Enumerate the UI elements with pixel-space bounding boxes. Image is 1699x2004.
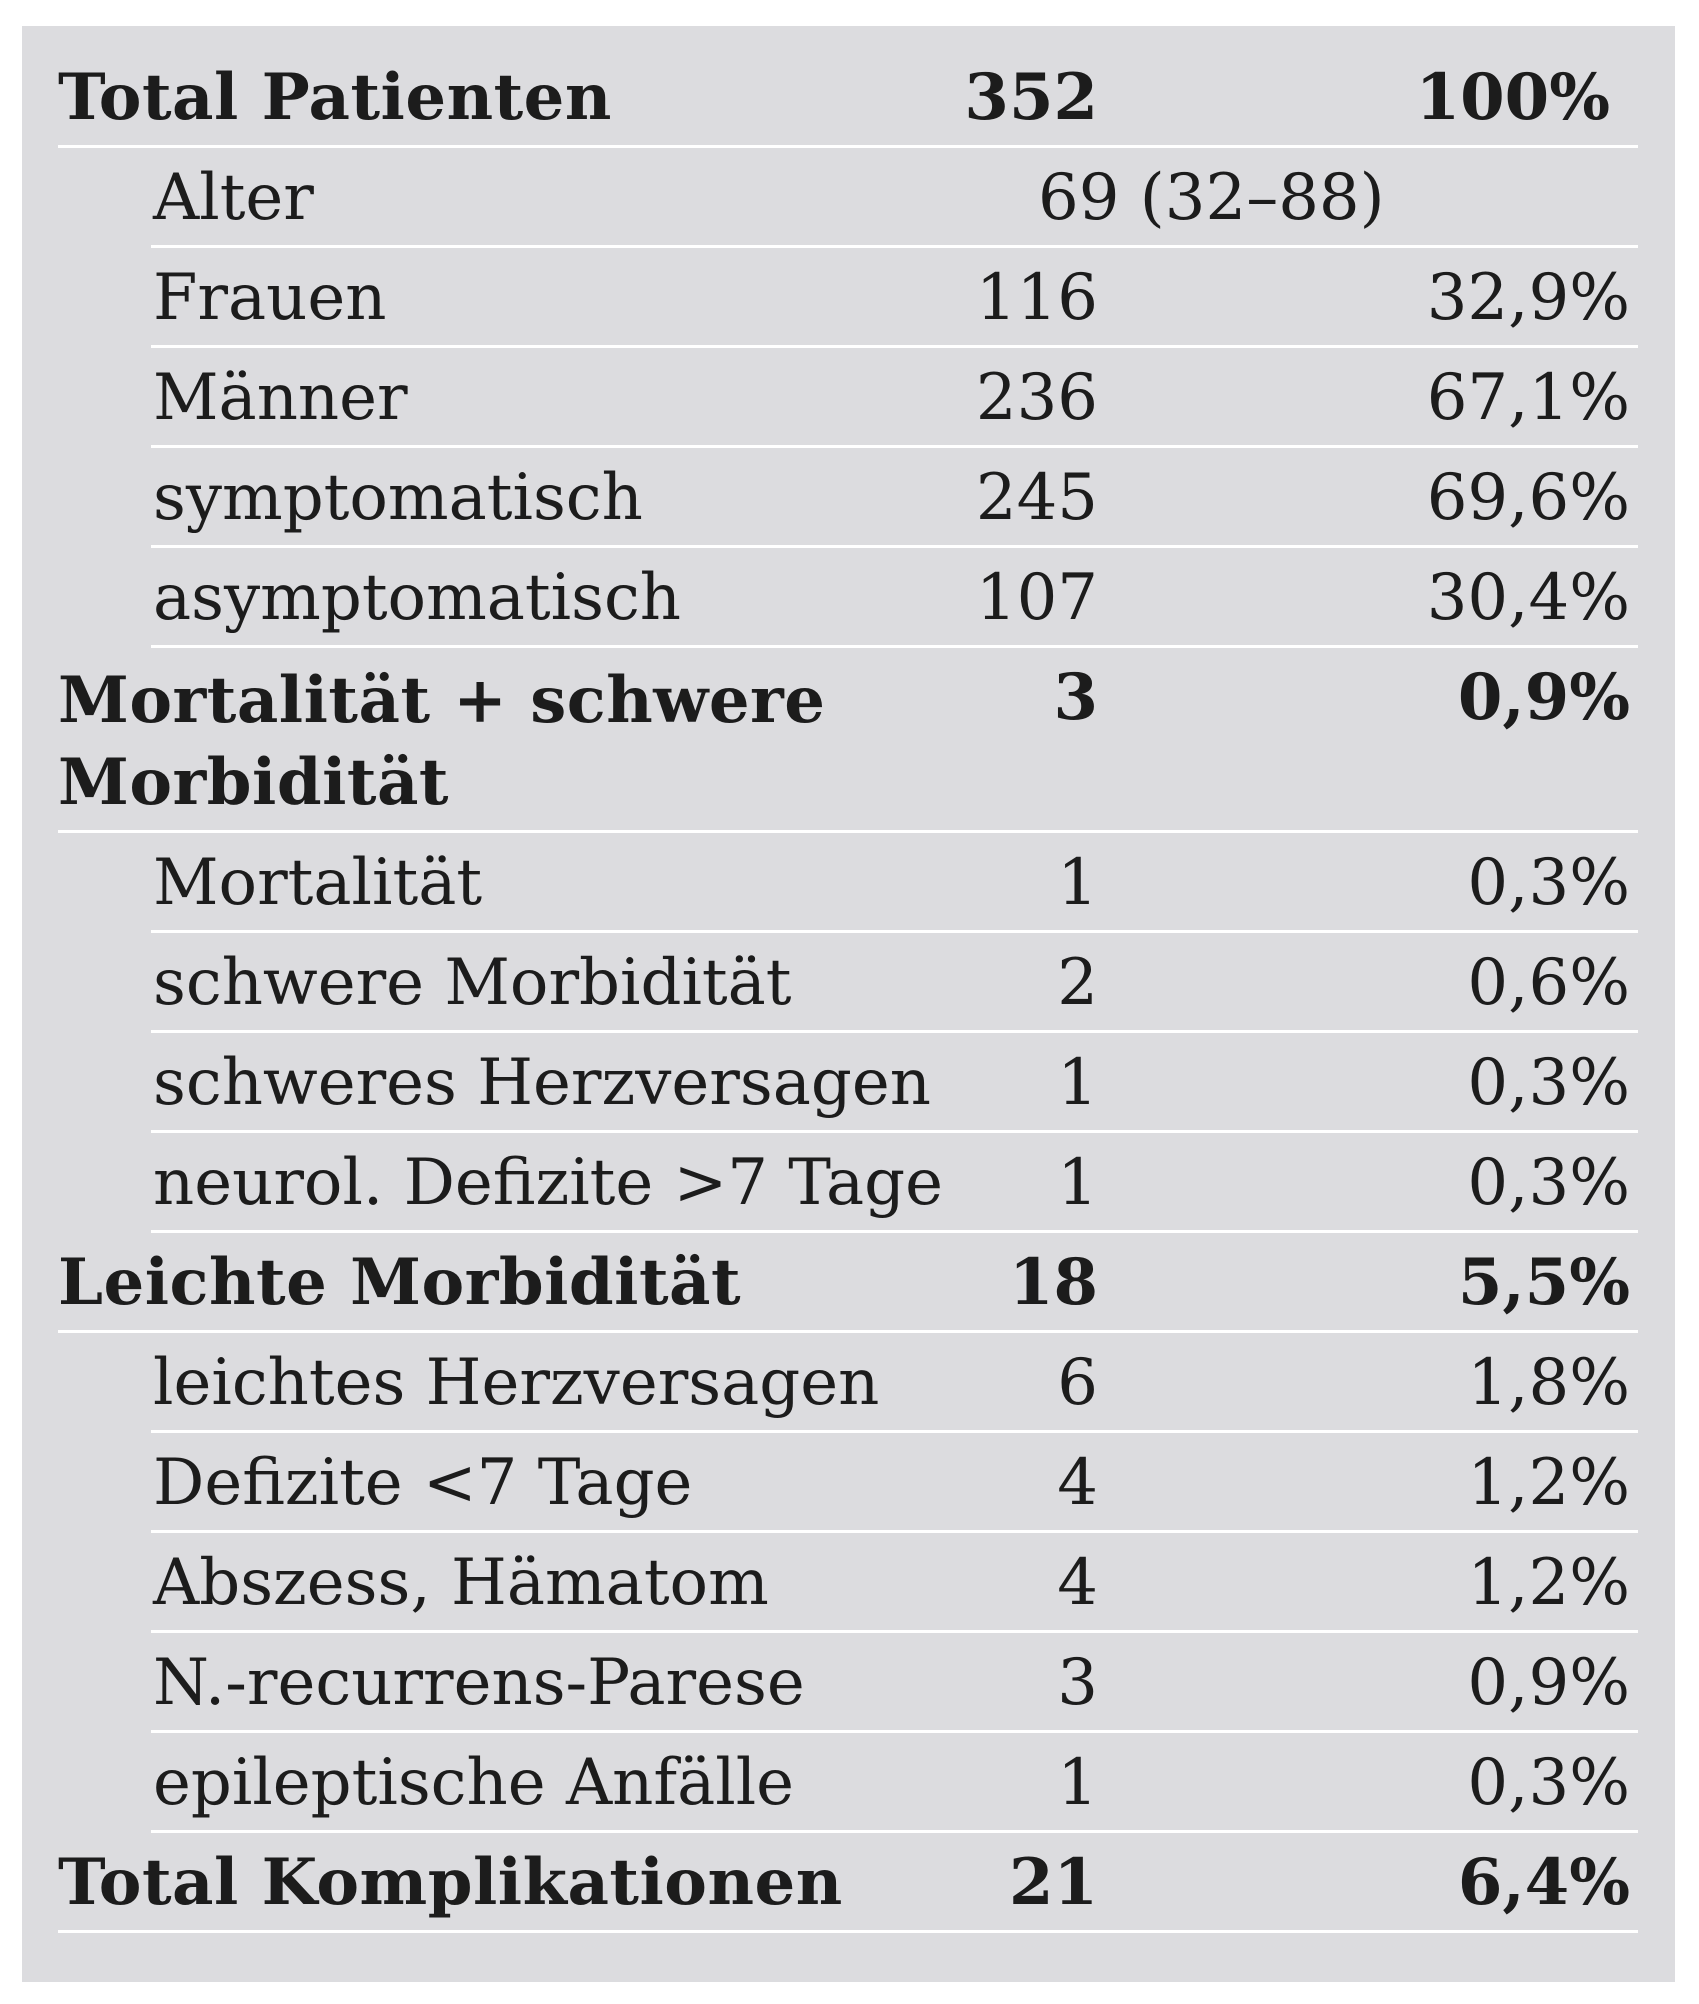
row-count: 18 xyxy=(1008,1245,1098,1320)
row-label: schwere Morbidität xyxy=(153,946,792,1020)
row-label: Defizite <7 Tage xyxy=(153,1446,693,1520)
row-label: N.-recurrens-Parese xyxy=(153,1646,805,1720)
row-label: Alter xyxy=(153,161,314,235)
row-count: 116 xyxy=(975,261,1098,335)
table-row-mortality-severe-morbidity xyxy=(58,648,1638,833)
table-row-severe-morbidity xyxy=(58,933,1638,1033)
row-label: Mortalität + schwere Morbidität xyxy=(58,663,826,820)
table-row-mortality xyxy=(58,833,1638,933)
table-row-abscess-hematoma xyxy=(58,1533,1638,1633)
row-label: asymptomatisch xyxy=(153,561,681,635)
row-count: 1 xyxy=(1057,846,1098,920)
row-count: 4 xyxy=(1057,1446,1098,1520)
row-count: 1 xyxy=(1057,1746,1098,1820)
row-age-value: 69 (32–88) xyxy=(1038,161,1385,235)
row-count: 107 xyxy=(975,561,1098,635)
row-label: epileptische Anfälle xyxy=(153,1746,795,1820)
row-count: 2 xyxy=(1057,946,1098,1020)
table-row-neuro-deficits-gt7 xyxy=(58,1133,1638,1233)
table-row-recurrens-paresis xyxy=(58,1633,1638,1733)
row-label: symptomatisch xyxy=(153,461,643,535)
row-count: 236 xyxy=(975,361,1098,435)
row-label: Abszess, Hämatom xyxy=(153,1546,769,1620)
row-count: 1 xyxy=(1057,1046,1098,1120)
row-percent: 1,2% xyxy=(1467,1546,1630,1620)
table-row-total-patients xyxy=(58,48,1638,148)
row-count: 245 xyxy=(975,461,1098,535)
row-percent: 0,6% xyxy=(1467,946,1630,1020)
table-panel xyxy=(22,26,1675,1982)
row-percent: 100% xyxy=(1415,60,1610,135)
row-count: 3 xyxy=(1057,1646,1098,1720)
table-row-age xyxy=(58,148,1638,248)
row-count: 3 xyxy=(1053,660,1098,735)
row-percent: 1,2% xyxy=(1467,1446,1630,1520)
row-count: 352 xyxy=(964,60,1098,135)
table-row-deficits-lt7 xyxy=(58,1433,1638,1533)
row-percent: 30,4% xyxy=(1426,561,1630,635)
row-count: 6 xyxy=(1057,1346,1098,1420)
table-row-men xyxy=(58,348,1638,448)
row-label: Total Komplikationen xyxy=(58,1845,843,1920)
table-row-total-complications xyxy=(58,1833,1638,1933)
row-label: leichtes Herzversagen xyxy=(153,1346,880,1420)
row-percent: 0,9% xyxy=(1457,660,1630,735)
row-label: Frauen xyxy=(153,261,387,335)
row-percent: 0,9% xyxy=(1467,1646,1630,1720)
table-row-asymptomatic xyxy=(58,548,1638,648)
row-count: 1 xyxy=(1057,1146,1098,1220)
row-percent: 0,3% xyxy=(1467,1046,1630,1120)
row-percent: 0,3% xyxy=(1467,1746,1630,1820)
row-label: neurol. Defizite >7 Tage xyxy=(153,1146,943,1220)
row-percent: 6,4% xyxy=(1457,1845,1630,1920)
row-percent: 0,3% xyxy=(1467,846,1630,920)
row-percent: 1,8% xyxy=(1467,1346,1630,1420)
row-percent: 32,9% xyxy=(1426,261,1630,335)
row-percent: 5,5% xyxy=(1457,1245,1630,1320)
row-count: 21 xyxy=(1008,1845,1098,1920)
row-percent: 0,3% xyxy=(1467,1146,1630,1220)
row-percent: 67,1% xyxy=(1426,361,1630,435)
table-row-severe-heart-failure xyxy=(58,1033,1638,1133)
table-row-symptomatic xyxy=(58,448,1638,548)
table-row-light-heart-failure xyxy=(58,1333,1638,1433)
row-label: Mortalität xyxy=(153,846,483,920)
row-label: schweres Herzversagen xyxy=(153,1046,931,1120)
table-row-epileptic-seizures xyxy=(58,1733,1638,1833)
row-count: 4 xyxy=(1057,1546,1098,1620)
row-percent: 69,6% xyxy=(1426,461,1630,535)
row-label: Männer xyxy=(153,361,408,435)
complications-table xyxy=(58,48,1638,1933)
table-row-women xyxy=(58,248,1638,348)
table-row-light-morbidity xyxy=(58,1233,1638,1333)
row-label: Total Patienten xyxy=(58,60,612,135)
row-label: Leichte Morbidität xyxy=(58,1245,742,1320)
